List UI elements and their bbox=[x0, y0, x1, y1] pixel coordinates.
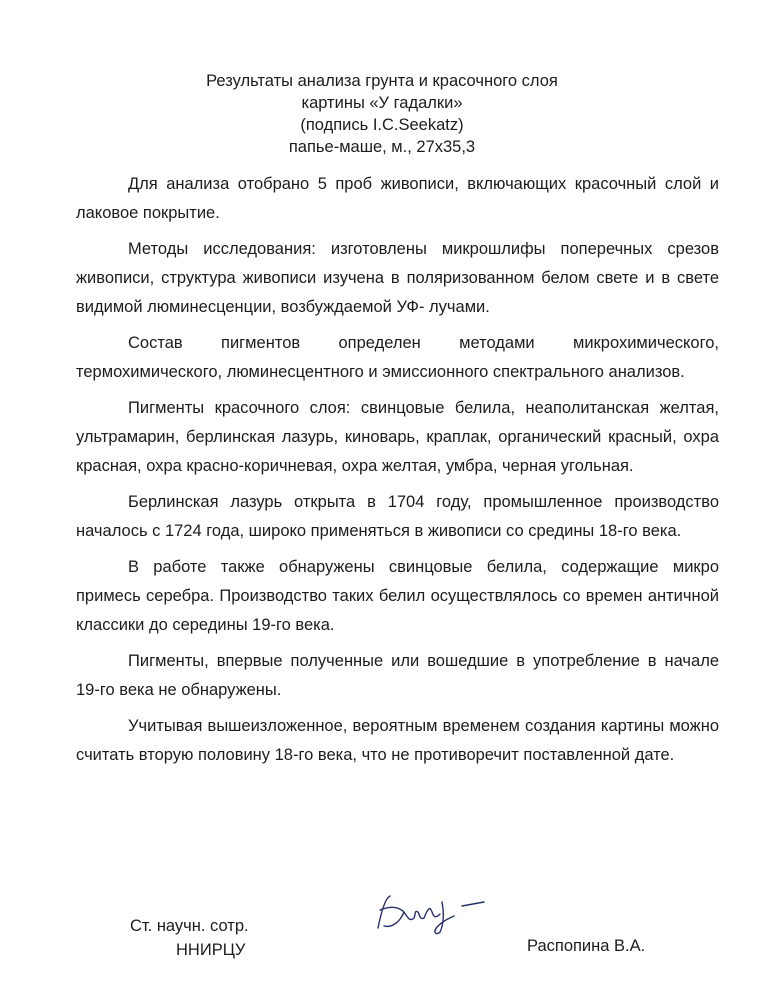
signatory-name: Распопина В.А. bbox=[527, 937, 646, 955]
paragraph: Берлинская лазурь открыта в 1704 году, промышленное производство началось с 1724 года, широко применяться в живописи со средины 18-го века. bbox=[76, 493, 719, 540]
paragraph: Для анализа отобрано 5 проб живописи, включающих красочный слой и лаковое покрытие. bbox=[76, 175, 719, 222]
document-title bbox=[0, 70, 764, 158]
paragraph: Пигменты красочного слоя: свинцовые белила, неаполитанская желтая, ультрамарин, берлинская лазурь, киноварь, краплак, органический красный, охра красная, охра красно-коричневая, охра желтая, умбра, черная угольная. bbox=[76, 399, 719, 475]
title-line: Результаты анализа грунта и красочного слоя bbox=[206, 72, 558, 90]
organization-name: ННИРЦУ bbox=[176, 941, 246, 959]
paragraph: Учитывая вышеизложенное, вероятным временем создания картины можно считать вторую половину 18-го века, что не противоречит поставленной дате. bbox=[76, 717, 719, 764]
title-line: картины «У гадалки» bbox=[301, 94, 463, 112]
title-line: (подпись I.C.Seekatz) bbox=[300, 116, 464, 134]
handwritten-signature bbox=[370, 888, 490, 940]
signatory-position bbox=[130, 914, 249, 962]
paragraph: Состав пигментов определен методами микрохимического, термохимического, люминесцентного и эмиссионного спектрального анализов. bbox=[76, 334, 719, 381]
position-title: Ст. научн. сотр. bbox=[130, 917, 249, 935]
document-body bbox=[76, 170, 719, 777]
paragraph: В работе также обнаружены свинцовые белила, содержащие микро примесь серебра. Производство таких белил осуществлялось со времен античной классики до середины 19-го века. bbox=[76, 558, 719, 634]
paragraph: Методы исследования: изготовлены микрошлифы поперечных срезов живописи, структура живописи изучена в поляризованном белом свете и в свете видимой люминесценции, возбуждаемой УФ- лучами. bbox=[76, 240, 719, 316]
paragraph: Пигменты, впервые полученные или вошедшие в употребление в начале 19-го века не обнаружены. bbox=[76, 652, 719, 699]
title-line: папье-маше, м., 27x35,3 bbox=[288, 138, 476, 156]
